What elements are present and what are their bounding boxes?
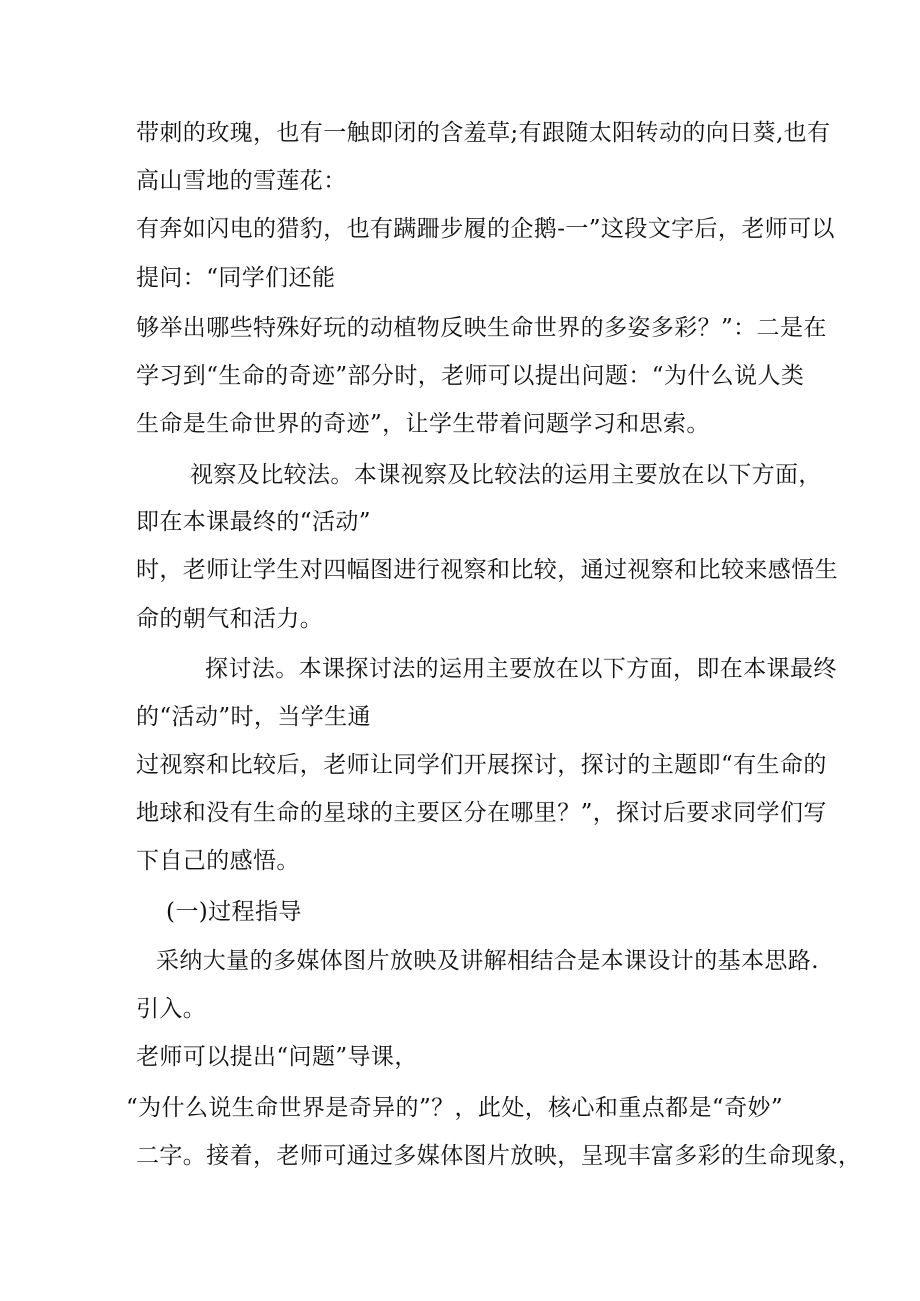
- text-line: 采纳大量的多媒体图片放映及讲解相结合是本课设计的基本思路.: [156, 948, 819, 974]
- text-line: 引入。: [136, 996, 207, 1022]
- text-line: “为什么说生命世界是奇异的”？，此处，核心和重点都是“奇妙”: [126, 1095, 784, 1121]
- text-line: 视察及比较法。本课视察及比较法的运用主要放在以下方面，: [190, 462, 822, 488]
- text-line: 老师可以提出“问题”导课，: [136, 1044, 418, 1070]
- text-line: 地球和没有生命的星球的主要区分在哪里？”，探讨后要求同学们写: [136, 800, 827, 826]
- text-line: 命的朝气和活力。: [136, 606, 324, 632]
- text-line: 过视察和比较后，老师让同学们开展探讨，探讨的主题即“有生命的: [136, 752, 827, 778]
- text-line: 生命是生命世界的奇迹”，让学生带着问题学习和思索。: [136, 411, 710, 437]
- text-line: 学习到“生命的奇迹”部分时，老师可以提出问题：“为什么说人类: [136, 363, 805, 389]
- text-line: 二字。接着，老师可通过多媒体图片放映，呈现丰富多彩的生命现象，: [136, 1143, 862, 1169]
- text-line: 探讨法。本课探讨法的运用主要放在以下方面，即在本课最终: [205, 656, 837, 682]
- text-line: 时，老师让学生对四幅图进行视察和比较，通过视察和比较来感悟生: [136, 557, 838, 583]
- text-line: 够举出哪些特殊好玩的动植物反映生命世界的多姿多彩？”：二是在: [136, 315, 827, 341]
- text-line: 下自己的感悟。: [136, 848, 300, 874]
- text-line: 提问：“同学们还能: [136, 265, 336, 291]
- text-line: 高山雪地的雪莲花：: [136, 168, 347, 194]
- section-heading: (一)过程指导: [166, 899, 302, 925]
- text-line: 即在本课最终的“活动”: [136, 509, 371, 535]
- text-line: 的“活动”时，当学生通: [136, 704, 371, 730]
- text-line: 有奔如闪电的猎豹，也有蹒跚步履的企鹅-一”这段文字后，老师可以: [136, 216, 835, 242]
- text-line: 带刺的玫瑰，也有一触即闭的含羞草;有跟随太阳转动的向日葵,也有: [136, 120, 831, 146]
